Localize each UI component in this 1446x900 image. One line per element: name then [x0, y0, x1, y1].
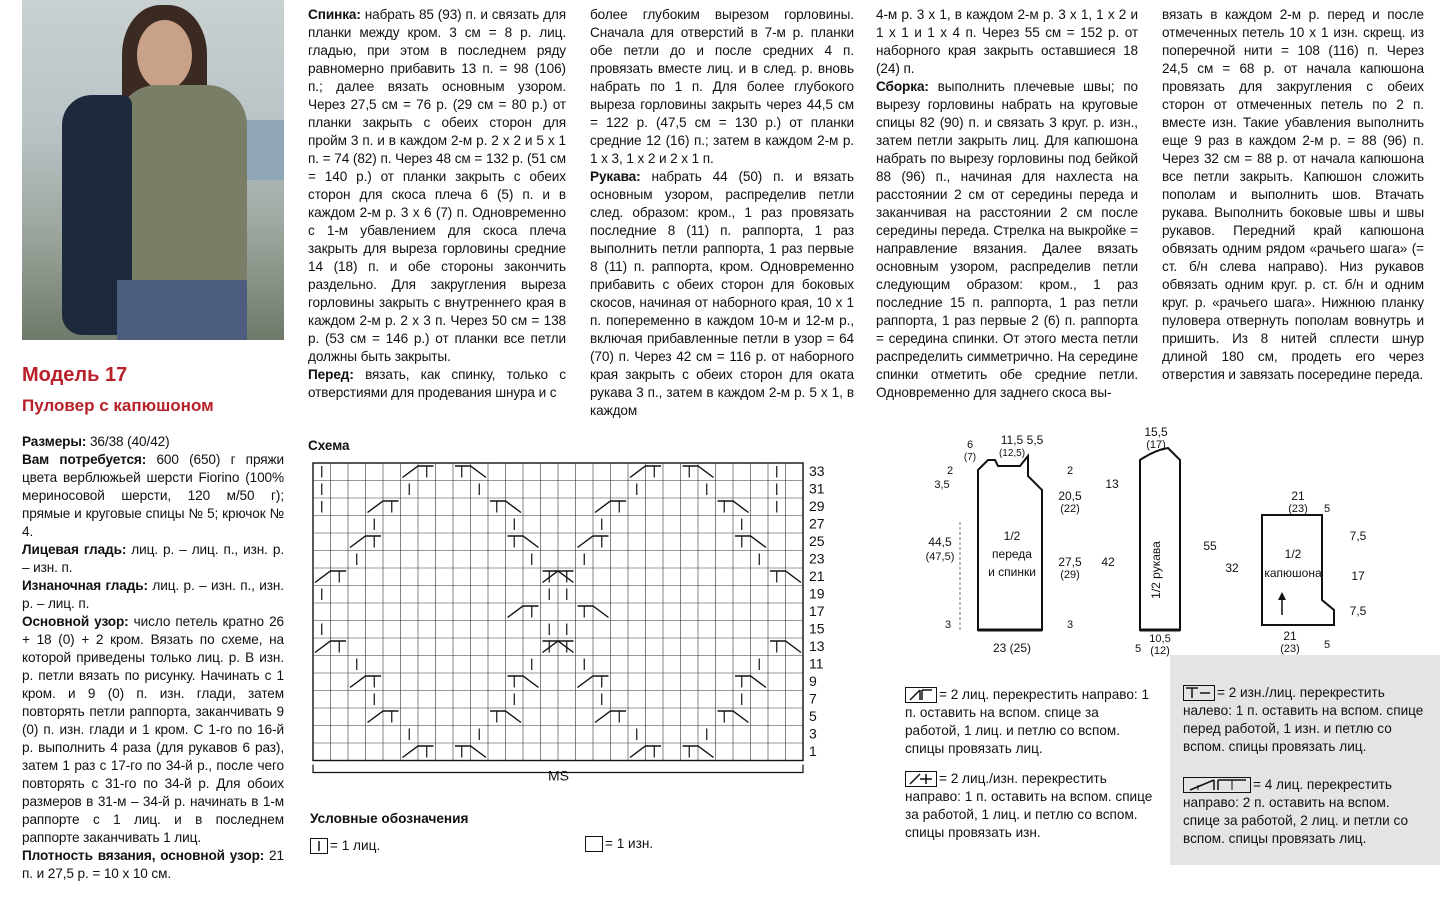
- legend-cross4-text: = 4 лиц. перекрестить направо: 2 п. оставить на вспом. спице за работой, 2 лиц. и петли со вспом. спицы провязать лиц.: [1183, 777, 1409, 846]
- row-number: 33: [809, 463, 825, 479]
- row-number: 3: [809, 725, 817, 742]
- row-number: 23: [809, 550, 825, 567]
- body-dim-right: 2: [1066, 465, 1074, 477]
- hood-dim-top: (23): [1288, 503, 1308, 515]
- body-dim-left: (47,5): [925, 551, 955, 563]
- paragraph-text: более глубоким вырезом горловины. Сначала для отверстий в 7-м р. планки обе петли до и после средних 4 п. провязать вместе лиц. и в след. р. вновь набрать по 1 п. Для более глубокого выреза горловины закрыть через 44,5 см = 122 р. (47,5 см = 130 р.) от планки средние 12 (16) п.; затем в каждом 2-м р. 1 x 3, 1 x 2 и 2 x 1 п.: [590, 7, 854, 166]
- hood-dim-right: 7,5: [1349, 529, 1367, 543]
- legend-cross3: [1183, 684, 1428, 756]
- row-number: 1: [809, 743, 817, 759]
- column-front-sleeves: [590, 6, 854, 420]
- body-dim-top: (12,5): [998, 448, 1026, 459]
- paragraph-text: лиц. р. – лиц. п., изн. р. – изн. п.: [22, 542, 284, 575]
- body-dim-left: 3,5: [934, 479, 950, 491]
- paragraph-heading: Рукава:: [590, 169, 641, 184]
- knitting-chart: [305, 455, 860, 795]
- col4-paragraph: [876, 6, 1138, 78]
- sleeve-dim-h: 55: [1203, 539, 1217, 553]
- col3-paragraph: [590, 6, 854, 168]
- legend-cross1: [905, 686, 1155, 758]
- purl-symbol-icon: [585, 836, 603, 852]
- col1-paragraph: [22, 613, 284, 847]
- col1-paragraph: [22, 541, 284, 577]
- col1-paragraph: [22, 847, 284, 883]
- paragraph-heading: Плотность вязания, основной узор:: [22, 848, 265, 863]
- row-number: 7: [809, 690, 817, 707]
- body-dim-right: 27,5: [1058, 555, 1082, 569]
- legend-title: Условные обозначения: [310, 811, 469, 826]
- sleeve-dim-bottom: 10,5: [1149, 633, 1171, 645]
- paragraph-text: выполнить плечевые швы; по вырезу горловины набрать на круговые спицы 82 (90) п. и связать 3 круг. р. изн., затем петли закрыть лиц. Для капюшона набрать по вырезу горловины под бейкой 88 (96) п., начиная для нахлеста на расстоянии 2 см от середины переда и заканчивая на расстоянии 2 см после середины переда. Стрелка на выкройке = направление вязания. Далее вязать основным узором, распределив петли следующим образом: кром., 1 раз последние 15 п. раппорта, 1 раз петли раппорта, 1 раз первые 2 (6) п. раппорта = середина спинки. От этого места петли распределить симметрично. На середине спинки отметить обе средние петли. Одновременно для заднего скоса вы-: [876, 79, 1138, 400]
- sleeve-dim-h: 42: [1101, 555, 1115, 569]
- body-dim-width: 13: [1105, 477, 1119, 491]
- body-dim-left: 2: [946, 465, 954, 477]
- paragraph-text: набрать 44 (50) п. и вязать основным узором, распределив петли след. образом: кром., 1 раз провязать последние 8 (11) п. раппорта, 1 раз выполнить петли раппорта, 1 раз первые 8 (11) п. раппорта, кром. Одновременно прибавить с обеих сторон для боковых скосов, начиная от наборного края, 10 x 1 п. попеременно в каждом 10-м и 12-м р., включая прибавленные петли в узор = 64 (70) п. Через 42 см = 116 р. от наборного края закрыть с обеих сторон для оката рукава 3 п., затем в каждом 2-м р. 5 x 1, в каждом: [590, 169, 854, 418]
- legend-cross2-text: = 2 лиц./изн. перекрестить направо: 1 п. оставить на вспом. спице за работой, 1 лиц. и петлю со вспом. спицы провязать изн.: [905, 771, 1153, 840]
- row-number: 21: [809, 568, 825, 584]
- paragraph-heading: Основной узор:: [22, 614, 129, 629]
- column-materials: [22, 433, 284, 883]
- body-dim-top: (7): [963, 452, 977, 463]
- row-number: 27: [809, 515, 825, 532]
- garment-schematics: [870, 420, 1440, 670]
- hood-label: капюшона: [1264, 566, 1322, 580]
- col1-paragraph: [22, 577, 284, 613]
- col5-paragraph: [1162, 6, 1424, 384]
- paragraph-heading: Лицевая гладь:: [22, 542, 127, 557]
- chart-label: Схема: [308, 438, 350, 453]
- sleeve-dim-top: (17): [1146, 439, 1166, 451]
- row-number: 9: [809, 673, 817, 689]
- model-subtitle: Пуловер с капюшоном: [22, 396, 214, 415]
- paragraph-heading: Сборка:: [876, 79, 929, 94]
- row-number: 13: [809, 638, 825, 654]
- row-number: 31: [809, 480, 825, 497]
- body-label: переда: [992, 547, 1032, 561]
- col1-paragraph: [22, 433, 284, 451]
- cross-four-icon: [1183, 777, 1251, 793]
- paragraph-text: число петель кратно 26 + 18 (0) + 2 кром. Вязать по схеме, на которой приведены только лиц. р. В изн. р. петли вязать по рисунку. Начинать с 1 кром. и 9 (0) п. изн. глади, затем повторять петли раппорта, заканчивать 9 (0) п. изн. глади и 1 кром. С 1-го по 16-й р. выполнить 4 раза (для рукавов 6 раз), затем 1 раз с 17-го по 34-й р., после чего повторять с 31-го по 34-й р. Для обоих размеров в 31-м – 34-й р. начинать в 1-м раппорте с 1 лиц. и в последнем раппорте заканчивать 1 лиц.: [22, 614, 284, 845]
- body-dim-right: 20,5: [1058, 489, 1082, 503]
- body-dim-left: 44,5: [928, 535, 952, 549]
- hood-dim-side: 5: [1323, 639, 1331, 651]
- column-back: [308, 6, 566, 402]
- paragraph-text: 600 (650) г пряжи цвета верблюжьей шерсти Fiorino (100% мериносовой шерсти, 120 м/50 г); прямые и круговые спицы № 5; крючок № 4.: [22, 452, 284, 539]
- column-assembly: [876, 6, 1138, 402]
- hood-dim-side: 5: [1323, 503, 1331, 515]
- legend-purl-text: = 1 изн.: [605, 836, 654, 851]
- paragraph-heading: Размеры:: [22, 434, 87, 449]
- legend-cross2: [905, 770, 1155, 842]
- cross-right-purl-icon: [905, 771, 937, 787]
- body-dim-top: 5,5: [1026, 433, 1044, 447]
- hood-arrow-head: [1278, 592, 1286, 600]
- body-label: 1/2: [1003, 529, 1021, 543]
- col2-paragraph: [308, 6, 566, 366]
- hood-dim-left: 32: [1225, 561, 1239, 575]
- paragraph-text: набрать 85 (93) п. и связать для планки между кром. 3 см = 8 р. лиц. гладью, при этом в последнем ряду равномерно прибавить 13 п. = 98 (106) п.; далее вязать основным узором. Через 27,5 см = 76 р. (29 см = 80 р.) от планки закрыть с обеих сторон для пройм 3 п. и в каждом 2-м р. 2 x 2 и 5 x 1 п. = 74 (82) п. Через 48 см = 132 р. (51 см = 140 р.) от планки закрыть с обеих сторон для скоса плеча 6 (5) п. и в каждом 2-м р. 3 x 6 (7) п. Одновременно с 1-м убавлением для скоса плеча закрыть для выреза горловины средние 14 (18) п. и обе стороны закончить раздельно. Для закругления выреза горловины закрыть с внутреннего края в каждом 2-м р. 2 x 3 п. Через 50 см = 138 р. (53 см = 146 р.) от планки все петли должны быть закрыты.: [308, 7, 566, 364]
- paragraph-text: лиц. р. – изн. п., изн. р. – лиц. п.: [22, 578, 284, 611]
- body-dim-right: (22): [1060, 503, 1080, 515]
- row-number: 11: [809, 655, 824, 672]
- col4-paragraph: [876, 78, 1138, 402]
- sleeve-dim-side: 5: [1134, 643, 1142, 655]
- body-dim-top: 11,5: [1000, 433, 1024, 447]
- legend-knit: [310, 837, 380, 855]
- paragraph-text: 36/38 (40/42): [86, 434, 170, 449]
- body-dim-left: 3: [944, 619, 952, 631]
- body-label: и спинки: [988, 565, 1036, 579]
- legend-cross3-text: = 2 изн./лиц. перекрестить налево: 1 п. оставить на вспом. спице перед работой, 1 изн. и петлю со вспом. спицы провязать лиц.: [1183, 685, 1424, 754]
- paragraph-text: 4-м р. 3 x 1, в каждом 2-м р. 3 x 1, 1 x 2 и 1 x 1 и 1 x 4 п. Через 55 см = 152 р. от наборного края закрыть оставшиеся 18 (24) п.: [876, 7, 1138, 76]
- hood-dim-top: 21: [1291, 489, 1305, 503]
- sleeve-dim-bottom: (12): [1150, 645, 1170, 657]
- paragraph-text: вязать в каждом 2-м р. перед и после отмеченных петель 10 x 1 изн. скрещ. из поперечной нити = 108 (116) п. Через 24,5 см = 68 р. от начала капюшона провязать для закругления с обеих сторон от отмеченных петель по 2 п. вместе изн. Такие убавления выполнить еще 9 раз в каждом 2-м р. = 88 (96) п. Через 32 см = 88 р. от начала капюшона все петли закрыть. Капюшон сложить пополам и выполнить шов. Втачать рукава. Выполнить боковые швы и швы рукавов. Передний край капюшона обвязать одним рядом «рачьего шага» (= ст. б/н слева направо). Низ рукавов обвязать одним круг. р. ст. б/н и одним круг. р. «рачьего шага». Нижнюю планку пуловера отвернуть пополам вовнутрь и пришить. Из 8 нитей сплести шнур длиной 180 см, продеть его через отверстия и завязать посередине переда.: [1162, 7, 1424, 382]
- repeat-label: MS: [548, 767, 569, 784]
- hood-dim-bottom: 21: [1283, 629, 1297, 643]
- column-hood: [1162, 6, 1424, 384]
- hood-dim-bottom: (23): [1280, 643, 1300, 655]
- knit-symbol-icon: [310, 838, 328, 854]
- hood-dim-right: 7,5: [1349, 604, 1367, 618]
- cross-right-icon: [905, 687, 937, 703]
- body-outline: [978, 456, 1042, 630]
- paragraph-heading: Перед:: [308, 367, 354, 382]
- legend-purl: [585, 835, 653, 853]
- paragraph-heading: Изнаночная гладь:: [22, 578, 148, 593]
- paragraph-text: вязать, как спинку, только с отверстиями для продевания шнура и с: [308, 367, 566, 400]
- col2-paragraph: [308, 366, 566, 402]
- row-number: 29: [809, 498, 825, 514]
- col3-paragraph: [590, 168, 854, 420]
- sleeve-label: 1/2 рукава: [1149, 541, 1163, 599]
- hood-dim-right: 17: [1351, 569, 1365, 583]
- model-title: Модель 17: [22, 364, 128, 386]
- row-number: 25: [809, 533, 825, 549]
- legend-knit-text: = 1 лиц.: [330, 838, 381, 853]
- paragraph-heading: Спинка:: [308, 7, 361, 22]
- model-photo: [22, 0, 284, 340]
- body-dim-bottom: 23 (25): [992, 641, 1032, 655]
- paragraph-text: 21 п. и 27,5 р. = 10 x 10 см.: [22, 848, 284, 881]
- row-number: 5: [809, 708, 817, 724]
- sleeve-dim-top: 15,5: [1144, 425, 1168, 439]
- legend-cross1-text: = 2 лиц. перекрестить направо: 1 п. оставить на вспом. спице за работой, 1 лиц. и петлю со вспом. спицы провязать лиц.: [905, 687, 1150, 756]
- paragraph-heading: Вам потребуется:: [22, 452, 147, 467]
- legend-cross4: [1183, 776, 1428, 848]
- sleeve-outline: [1140, 448, 1180, 630]
- hood-label: 1/2: [1284, 547, 1302, 561]
- row-number: 15: [809, 620, 825, 637]
- col1-paragraph: [22, 451, 284, 541]
- row-number: 17: [809, 603, 825, 619]
- body-dim-right: 3: [1066, 619, 1074, 631]
- cross-left-icon: [1183, 685, 1215, 701]
- body-dim-right: (29): [1060, 569, 1080, 581]
- row-number: 19: [809, 585, 825, 602]
- body-dim-top: 6: [966, 439, 974, 451]
